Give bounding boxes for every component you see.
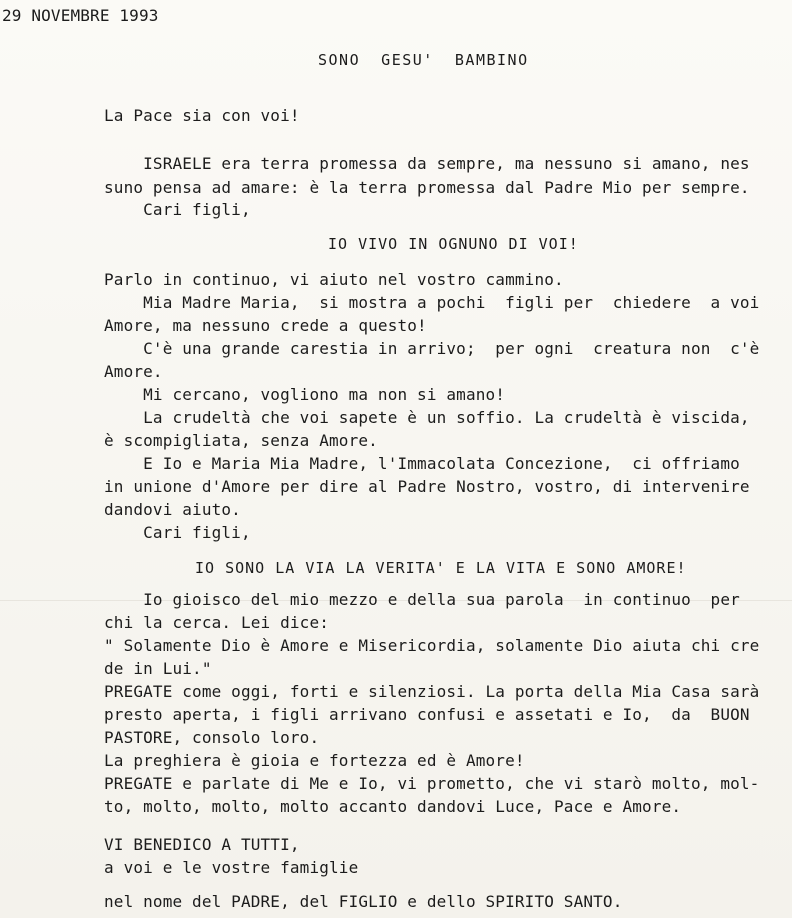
paragraph-line: to, molto, molto, molto accanto dandovi Luce, Pace e Amore. (104, 797, 682, 816)
paragraph-line: ISRAELE era terra promessa da sempre, ma nessuno si amano, nes (104, 154, 750, 173)
paragraph-line: in unione d'Amore per dire al Padre Nostro, vostro, di intervenire (104, 477, 750, 496)
paragraph-line: presto aperta, i figli arrivano confusi e assetati e Io, da BUON (104, 705, 750, 724)
paragraph-line: " Solamente Dio è Amore e Misericordia, solamente Dio aiuta chi cre (104, 636, 760, 655)
paragraph-line: Parlo in continuo, vi aiuto nel vostro cammino. (104, 270, 564, 289)
paragraph-line: Cari figli, (104, 200, 251, 219)
paragraph-line: chi la cerca. Lei dice: (104, 613, 330, 632)
paragraph-line: suno pensa ad amare: è la terra promessa dal Padre Mio per sempre. (104, 178, 750, 197)
document-date: 29 NOVEMBRE 1993 (2, 6, 159, 25)
document-title: SONO GESU' BAMBINO (318, 51, 529, 69)
paragraph-line: dandovi aiuto. (104, 500, 241, 519)
paragraph-line: Mi cercano, vogliono ma non si amano! (104, 385, 506, 404)
heading-io-sono-la-via: IO SONO LA VIA LA VERITA' E LA VITA E SONO AMORE! (195, 559, 687, 577)
greeting: La Pace sia con voi! (104, 106, 300, 125)
paragraph-line: Mia Madre Maria, si mostra a pochi figli per chiedere a voi (104, 293, 760, 312)
paragraph-line: PREGATE come oggi, forti e silenziosi. La porta della Mia Casa sarà (104, 682, 760, 701)
blessing-line: VI BENEDICO A TUTTI, (104, 835, 300, 854)
paragraph-line: La preghiera è gioia e fortezza ed è Amore! (104, 751, 525, 770)
paragraph-line: Amore. (104, 362, 163, 381)
paragraph-line: E Io e Maria Mia Madre, l'Immacolata Concezione, ci offriamo (104, 454, 740, 473)
paragraph-line: PREGATE e parlate di Me e Io, vi prometto, che vi starò molto, mol- (104, 774, 760, 793)
paragraph-line: è scompigliata, senza Amore. (104, 431, 378, 450)
paragraph-line: La crudeltà che voi sapete è un soffio. La crudeltà è viscida, (104, 408, 750, 427)
paragraph-line: Cari figli, (104, 523, 251, 542)
blessing-line: a voi e le vostre famiglie (104, 858, 359, 877)
final-blessing: nel nome del PADRE, del FIGLIO e dello SPIRITO SANTO. (104, 892, 623, 911)
heading-io-vivo: IO VIVO IN OGNUNO DI VOI! (328, 235, 579, 253)
paragraph-line: PASTORE, consolo loro. (104, 728, 320, 747)
paragraph-line: C'è una grande carestia in arrivo; per ogni creatura non c'è (104, 339, 760, 358)
paragraph-line: de in Lui." (104, 659, 212, 678)
paragraph-line: Io gioisco del mio mezzo e della sua parola in continuo per (104, 590, 740, 609)
paragraph-line: Amore, ma nessuno crede a questo! (104, 316, 427, 335)
